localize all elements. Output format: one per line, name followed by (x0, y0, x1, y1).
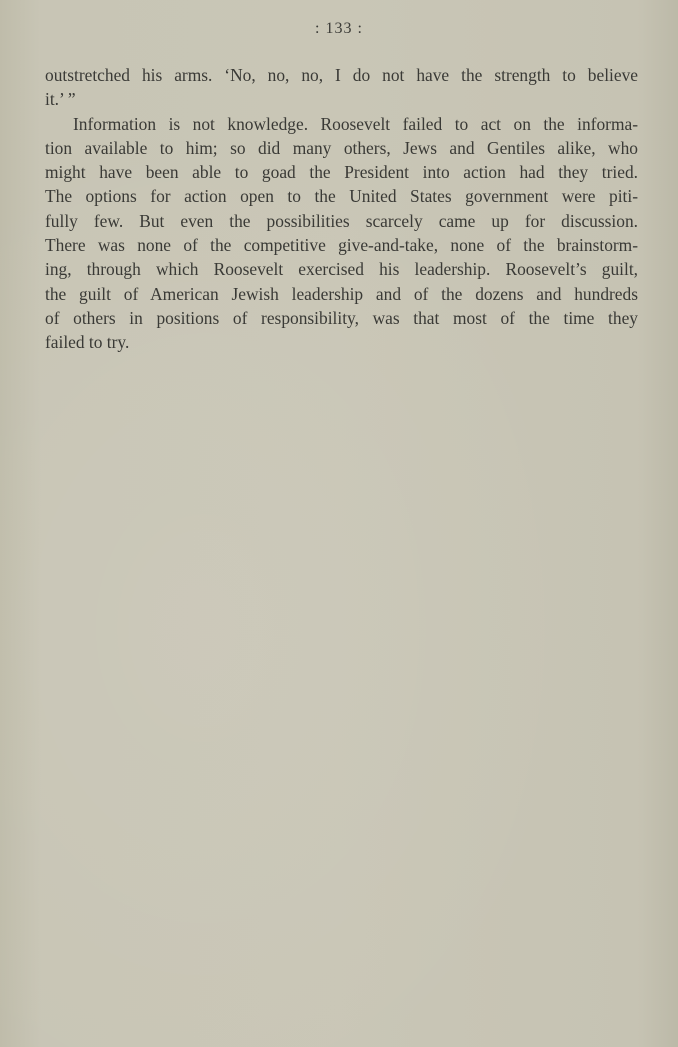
text-line: might have been able to goad the President into action had they tried. (45, 162, 638, 183)
body-text (45, 63, 638, 355)
text-line: fully few. But even the possibilities scarcely came up for discussion. (45, 210, 638, 231)
text-line: tion available to him; so did many others, Jews and Gentiles alike, who (45, 137, 638, 158)
text-line: There was none of the competitive give-and-take, none of the brainstorm- (45, 235, 638, 256)
text-line: outstretched his arms. ‘No, no, no, I do not have the strength to believe (45, 65, 638, 85)
text-line: Information is not knowledge. Roosevelt failed to act on the informa- (73, 113, 638, 134)
text-line: the guilt of American Jewish leadership and of the dozens and hundreds (45, 283, 638, 304)
text-line: it.’ ” (45, 89, 76, 110)
text-line: The options for action open to the United States government were piti- (45, 186, 638, 207)
page-number: : 133 : (315, 20, 363, 37)
text-line: ing, through which Roosevelt exercised his leadership. Roosevelt’s guilt, (45, 259, 638, 280)
paragraph-2 (45, 112, 638, 355)
text-line: of others in positions of responsibility, was that most of the time they (45, 307, 638, 328)
text-line: failed to try. (45, 332, 130, 353)
paragraph-1 (45, 63, 638, 112)
